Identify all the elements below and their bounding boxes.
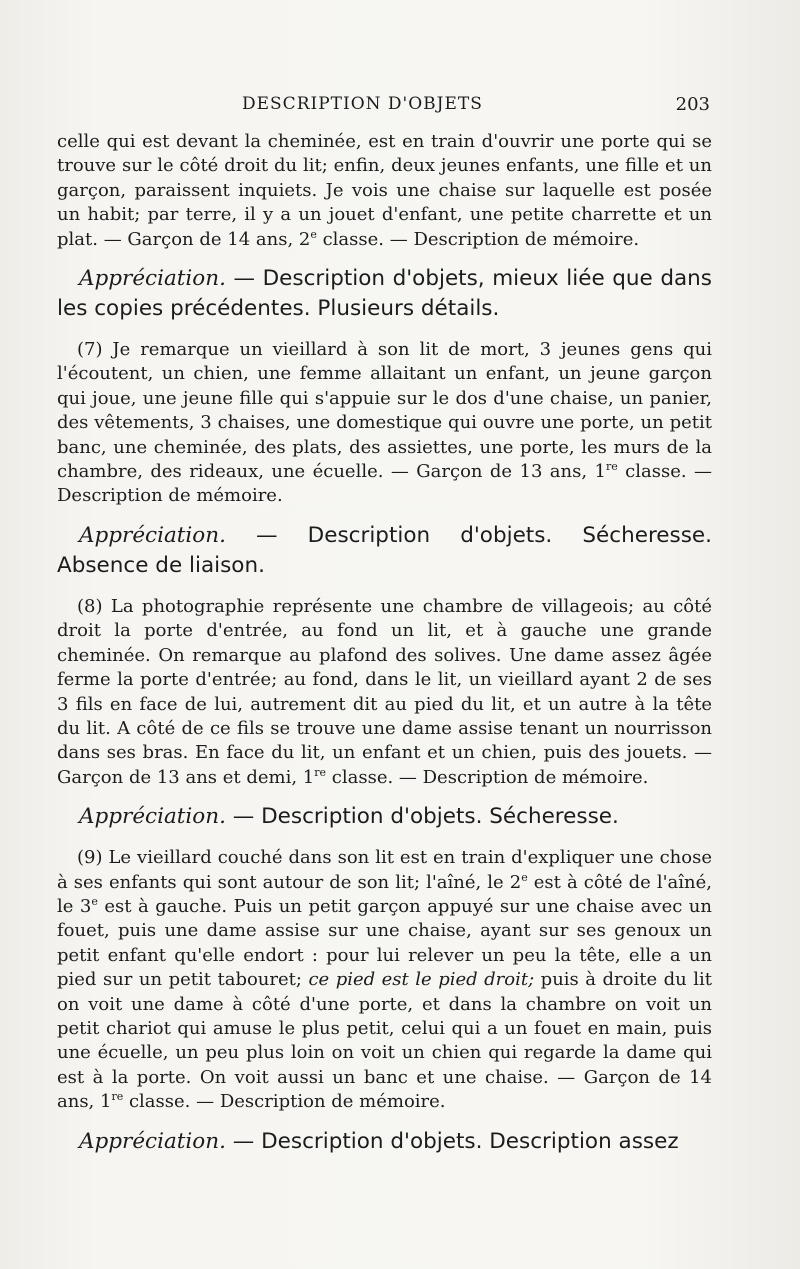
- page-body: [57, 130, 712, 1171]
- appreciation-2: Appréciation. — Description d'objets. Sécheresse. Absence de liaison.: [57, 522, 712, 578]
- appreciation-1: Appréciation. — Description d'objets, mieux liée que dans les copies précédentes. Plusieurs détails.: [57, 266, 712, 322]
- running-title: DESCRIPTION D'OBJETS: [242, 94, 483, 114]
- paragraph-7: (7) Je remarque un vieillard à son lit de mort, 3 jeunes gens qui l'écoutent, un chien, une femme allaitant un enfant, un jeune garçon qui joue, une jeune fille qui s'appuie sur le dos d'une chaise, un panier, des vêtements, 3 chaises, une domestique qui ouvre une porte, un petit banc, une cheminée, des plats, des assiettes, une porte, les murs de la chambre, des rideaux, une écuelle. — Garçon de 13 ans, 1re classe. — Description de mémoire.: [57, 339, 712, 507]
- appreciation-3: Appréciation. — Description d'objets. Sécheresse.: [79, 804, 619, 830]
- appreciation-4: Appréciation. — Description d'objets. Description assez: [79, 1128, 679, 1154]
- paragraph-9: (9) Le vieillard couché dans son lit est en train d'expliquer une chose à ses enfants qui sont autour de son lit; l'aîné, le 2e est à côté de l'aîné, le 3e est à gauche. Puis un petit garçon appuyé sur une chaise avec un fouet, puis une dame assise sur une chaise, ayant sur ses genoux un petit enfant qu'elle endort : pour lui relever un peu la tête, elle a un pied sur un petit tabouret; ce pied est le pied droit; puis à droite du lit on voit une dame à côté d'une porte, et dans la chambre on voit un petit chariot qui amuse le plus petit, celui qui a un fouet en main, puis une écuelle, un peu plus loin on voit un chien qui regarde la dame qui est à la porte. On voit aussi un banc et une chaise. — Garçon de 14 ans, 1re classe. — Description de mémoire.: [57, 847, 712, 1113]
- paragraph-continuation: celle qui est devant la cheminée, est en train d'ouvrir une porte qui se trouve sur le côté droit du lit; enfin, deux jeunes enfants, une fille et un garçon, paraissent inquiets. Je vois une chaise sur laquelle est posée un habit; par terre, il y a un jouet d'enfant, une petite charrette et un plat. — Garçon de 14 ans, 2e classe. — Description de mémoire.: [57, 131, 712, 250]
- page-number: 203: [675, 94, 710, 115]
- paragraph-8: (8) La photographie représente une chambre de villageois; au côté droit la porte d'entrée, au fond un lit, et à gauche une grande cheminée. On remarque au plafond des solives. Une dame assez âgée ferme la porte d'entrée; au fond, dans le lit, un vieillard ayant 2 de ses 3 fils en face de lui, autrement dit au pied du lit, et un autre à la tête du lit. A côté de ce fils se trouve une dame assise tenant un nourrisson dans ses bras. En face du lit, un enfant et un chien, puis des jouets. — Garçon de 13 ans et demi, 1re classe. — Description de mémoire.: [57, 595, 712, 788]
- page-header: [60, 94, 710, 120]
